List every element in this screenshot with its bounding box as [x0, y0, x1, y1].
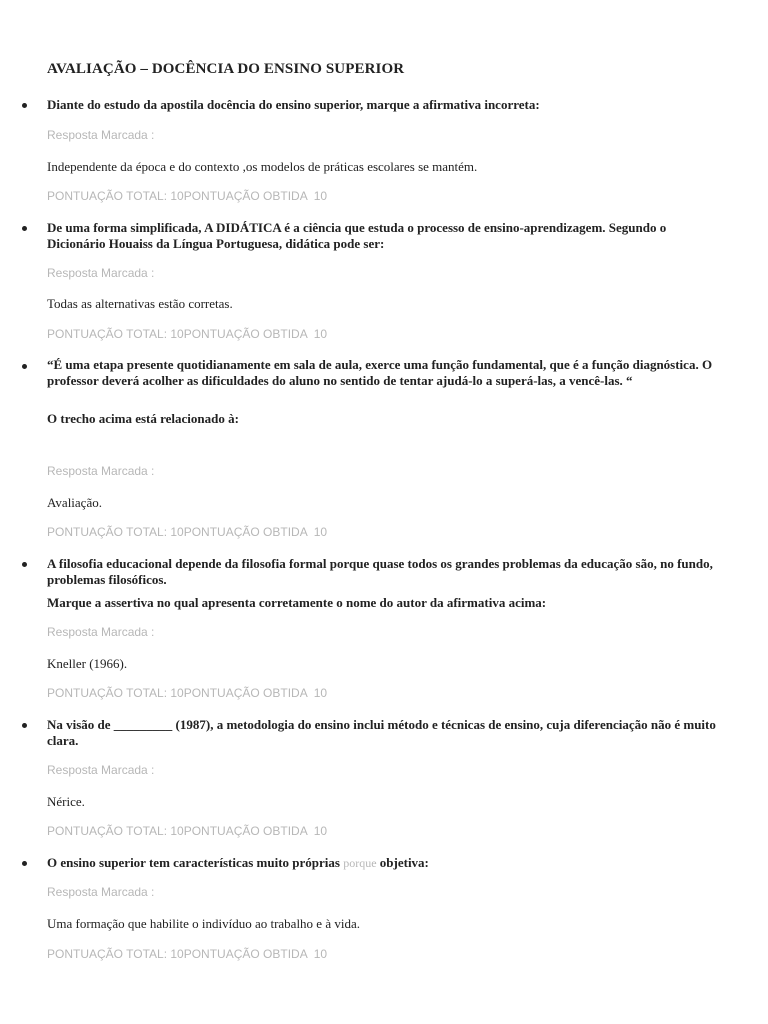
- bullet-icon: [22, 364, 27, 369]
- question-6-text: [47, 855, 727, 871]
- question-2-answer-label: Resposta Marcada :: [47, 266, 155, 280]
- bullet-icon: [22, 723, 27, 728]
- bullet-icon: [22, 861, 27, 866]
- question-3-answer: Avaliação.: [47, 495, 102, 510]
- question-4-answer: Kneller (1966).: [47, 656, 128, 671]
- question-6-score: PONTUAÇÃO TOTAL: 10PONTUAÇÃO OBTIDA 10: [47, 947, 328, 961]
- question-2-score: PONTUAÇÃO TOTAL: 10PONTUAÇÃO OBTIDA 10: [47, 327, 328, 341]
- question-4-score: PONTUAÇÃO TOTAL: 10PONTUAÇÃO OBTIDA 10: [47, 686, 328, 700]
- question-6-answer: Uma formação que habilite o indivíduo ao trabalho e à vida.: [47, 916, 360, 931]
- question-6-text-main: O ensino superior tem características muito próprias: [47, 855, 340, 870]
- question-5-score: PONTUAÇÃO TOTAL: 10PONTUAÇÃO OBTIDA 10: [47, 824, 328, 838]
- question-2-text: De uma forma simplificada, A DIDÁTICA é a ciência que estuda o processo de ensino-aprendizagem. Segundo o Dicionário Houaiss da Língua Portuguesa, didática pode ser:: [47, 220, 667, 251]
- question-4-subtext: Marque a assertiva no qual apresenta corretamente o nome do autor da afirmativa acima:: [47, 595, 547, 610]
- question-3-score: PONTUAÇÃO TOTAL: 10PONTUAÇÃO OBTIDA 10: [47, 525, 328, 539]
- question-6-answer-label: Resposta Marcada :: [47, 885, 155, 899]
- question-5-text: Na visão de _________ (1987), a metodologia do ensino inclui método e técnicas de ensino, cuja diferenciação não é muito clara.: [47, 717, 716, 748]
- question-4-answer-label: Resposta Marcada :: [47, 625, 155, 639]
- bullet-icon: [22, 562, 27, 567]
- page-title: AVALIAÇÃO – DOCÊNCIA DO ENSINO SUPERIOR: [47, 61, 405, 77]
- question-3-text: “É uma etapa presente quotidianamente em sala de aula, exerce uma função fundamental, que é a função diagnóstica. O professor deverá acolher as dificuldades do aluno no sentido de tentar ajudá-lo a superá-las, a vencê-las. “: [47, 357, 713, 388]
- question-1-answer-label: Resposta Marcada :: [47, 128, 155, 142]
- question-6-text-connector: porque: [343, 856, 377, 870]
- bullet-icon: [22, 226, 27, 231]
- bullet-icon: [22, 103, 27, 108]
- question-3-subtext: O trecho acima está relacionado à:: [47, 411, 239, 426]
- question-5-answer: Nérice.: [47, 794, 85, 809]
- question-1-answer: Independente da época e do contexto ,os modelos de práticas escolares se mantém.: [47, 159, 478, 174]
- question-2-answer: Todas as alternativas estão corretas.: [47, 296, 233, 311]
- question-5-answer-label: Resposta Marcada :: [47, 763, 155, 777]
- question-3-answer-label: Resposta Marcada :: [47, 464, 155, 478]
- question-1-score: PONTUAÇÃO TOTAL: 10PONTUAÇÃO OBTIDA 10: [47, 189, 328, 203]
- question-1-text: Diante do estudo da apostila docência do ensino superior, marque a afirmativa incorreta:: [47, 97, 540, 112]
- question-6-text-end: objetiva:: [379, 855, 429, 870]
- question-4-text: A filosofia educacional depende da filosofia formal porque quase todos os grandes problemas da educação são, no fundo, problemas filosóficos.: [47, 556, 713, 587]
